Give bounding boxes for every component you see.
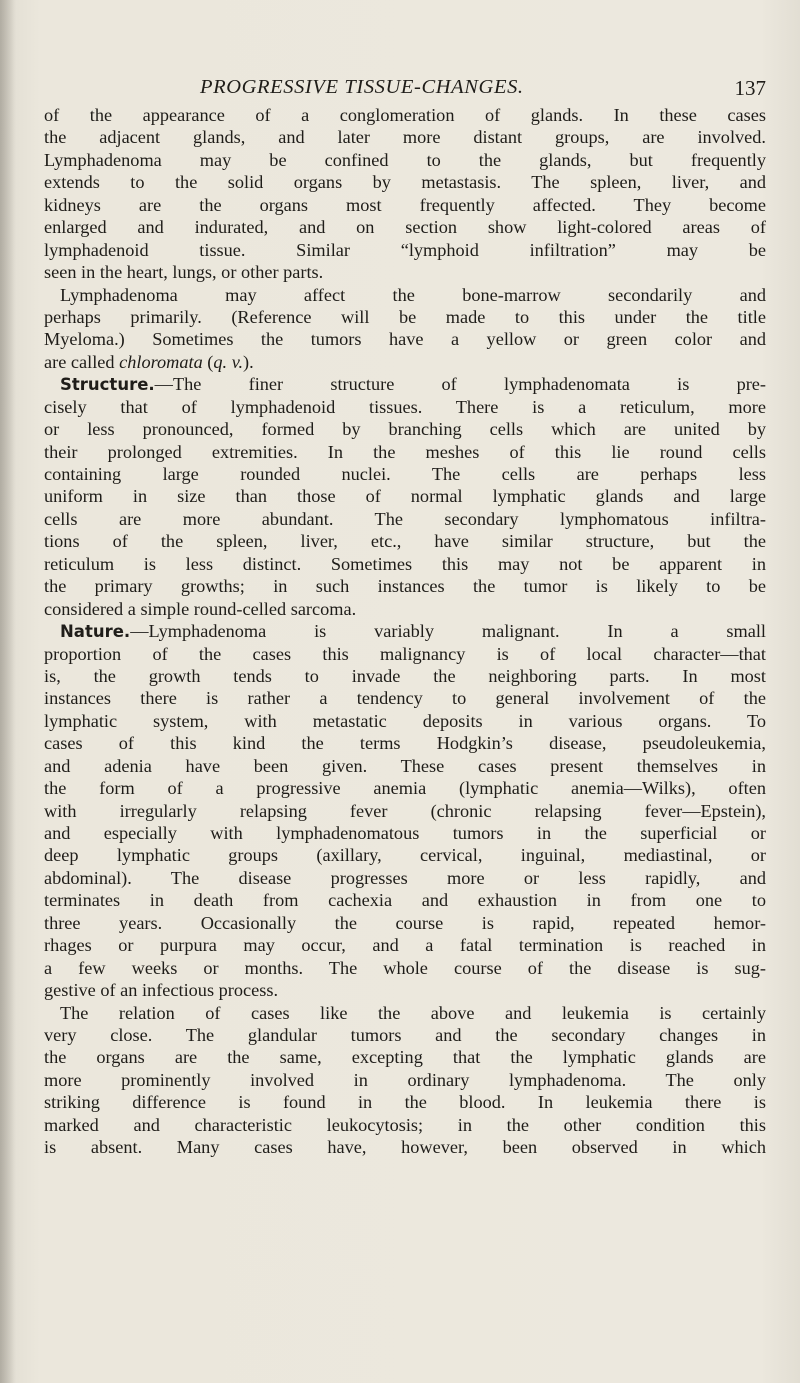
text-line: instances there is rather a tendency to general involvement of the [44, 688, 766, 709]
text-line [44, 351, 766, 373]
text-line: kidneys are the organs most frequently affected. They become [44, 194, 766, 215]
binding-shadow [0, 0, 16, 1383]
text-line: striking difference is found in the blood. In leukemia there is [44, 1092, 766, 1113]
text-line: Myeloma.) Sometimes the tumors have a yellow or green color and [44, 329, 766, 350]
text-line: considered a simple round-celled sarcoma. [44, 598, 357, 619]
text-segment: —Lymphadenoma is variably malignant. In a small [130, 621, 766, 642]
text-line: tions of the spleen, liver, etc., have similar structure, but the [44, 531, 766, 552]
text-line: cisely that of lymphadenoid tissues. There is a reticulum, more [44, 396, 766, 417]
text-line: seen in the heart, lungs, or other parts. [44, 262, 324, 283]
text-line: cells are more abundant. The secondary lymphomatous infiltra- [44, 508, 766, 529]
text-line: the primary growths; in such instances the tumor is likely to be [44, 576, 766, 597]
italic-reference: q. v. [213, 351, 244, 372]
text-line: the adjacent glands, and later more distant groups, are involved. [44, 127, 766, 148]
text-line [44, 620, 766, 642]
text-line: and especially with lymphadenomatous tumors in the superficial or [44, 823, 766, 843]
text-line: very close. The glandular tumors and the secondary changes in [44, 1024, 766, 1045]
section-heading-structure: Structure. [60, 375, 155, 395]
text-line: deep lymphatic groups (axillary, cervical, inguinal, mediastinal, or [44, 845, 766, 866]
text-line: of the appearance of a conglomeration of glands. In these cases [44, 105, 766, 125]
text-line: with irregularly relapsing fever (chronic relapsing fever—Epstein), [44, 800, 766, 821]
text-line: is, the growth tends to invade the neighboring parts. In most [44, 665, 766, 686]
text-line: rhages or purpura may occur, and a fatal termination is reached in [44, 935, 766, 956]
text-line: uniform in size than those of normal lymphatic glands and large [44, 486, 766, 507]
text-line: and adenia have been given. These cases present themselves in [44, 755, 766, 776]
text-line: lymphadenoid tissue. Similar “lymphoid infiltration” may be [44, 239, 766, 260]
text-line: is absent. Many cases have, however, been observed in which [44, 1137, 766, 1158]
text-line: containing large rounded nuclei. The cells are perhaps less [44, 464, 766, 484]
text-line [44, 373, 766, 395]
text-line: abdominal). The disease progresses more or less rapidly, and [44, 867, 766, 888]
text-line: more prominently involved in ordinary lymphadenoma. The only [44, 1069, 766, 1090]
page-number: 137 [734, 76, 766, 100]
body-text [44, 104, 766, 1159]
text-line: or less pronounced, formed by branching cells which are united by [44, 419, 766, 440]
running-title: PROGRESSIVE TISSUE-CHANGES. [200, 76, 524, 98]
text-line: the form of a progressive anemia (lymphatic anemia—Wilks), often [44, 778, 766, 799]
text-segment: —The finer structure of lymphadenomata is pre- [154, 374, 766, 395]
text-line: perhaps primarily. (Reference will be made to this under the title [44, 306, 766, 327]
italic-term: chloromata [119, 351, 203, 372]
text-line: a few weeks or months. The whole course of the disease is sug- [44, 957, 766, 978]
text-line: lymphatic system, with metastatic deposits in various organs. To [44, 710, 766, 731]
text-segment: are called [44, 351, 120, 372]
text-line: reticulum is less distinct. Sometimes this may not be apparent in [44, 553, 766, 574]
text-line: proportion of the cases this malignancy is of local character—that [44, 643, 766, 664]
text-line: enlarged and indurated, and on section show light-colored areas of [44, 217, 766, 238]
page-header [44, 76, 766, 100]
text-line: terminates in death from cachexia and exhaustion in from one to [44, 890, 766, 911]
text-line: marked and characteristic leukocytosis; in the other condition this [44, 1114, 766, 1135]
text-line: extends to the solid organs by metastasis. The spleen, liver, and [44, 172, 766, 193]
text-line: Lymphadenoma may affect the bone-marrow secondarily and [60, 284, 766, 305]
text-line: the organs are the same, excepting that the lymphatic glands are [44, 1047, 766, 1068]
section-heading-nature: Nature. [60, 622, 131, 642]
text-line: Lymphadenoma may be confined to the glands, but frequently [44, 149, 766, 170]
text-segment: ). [243, 351, 254, 372]
text-line: gestive of an infectious process. [44, 980, 279, 1001]
text-line: three years. Occasionally the course is rapid, repeated hemor- [44, 912, 766, 933]
text-segment: ( [202, 351, 214, 372]
text-line: cases of this kind the terms Hodgkin’s disease, pseudoleukemia, [44, 733, 766, 754]
text-line: their prolonged extremities. In the meshes of this lie round cells [44, 441, 766, 462]
text-line: The relation of cases like the above and leukemia is certainly [60, 1002, 766, 1023]
